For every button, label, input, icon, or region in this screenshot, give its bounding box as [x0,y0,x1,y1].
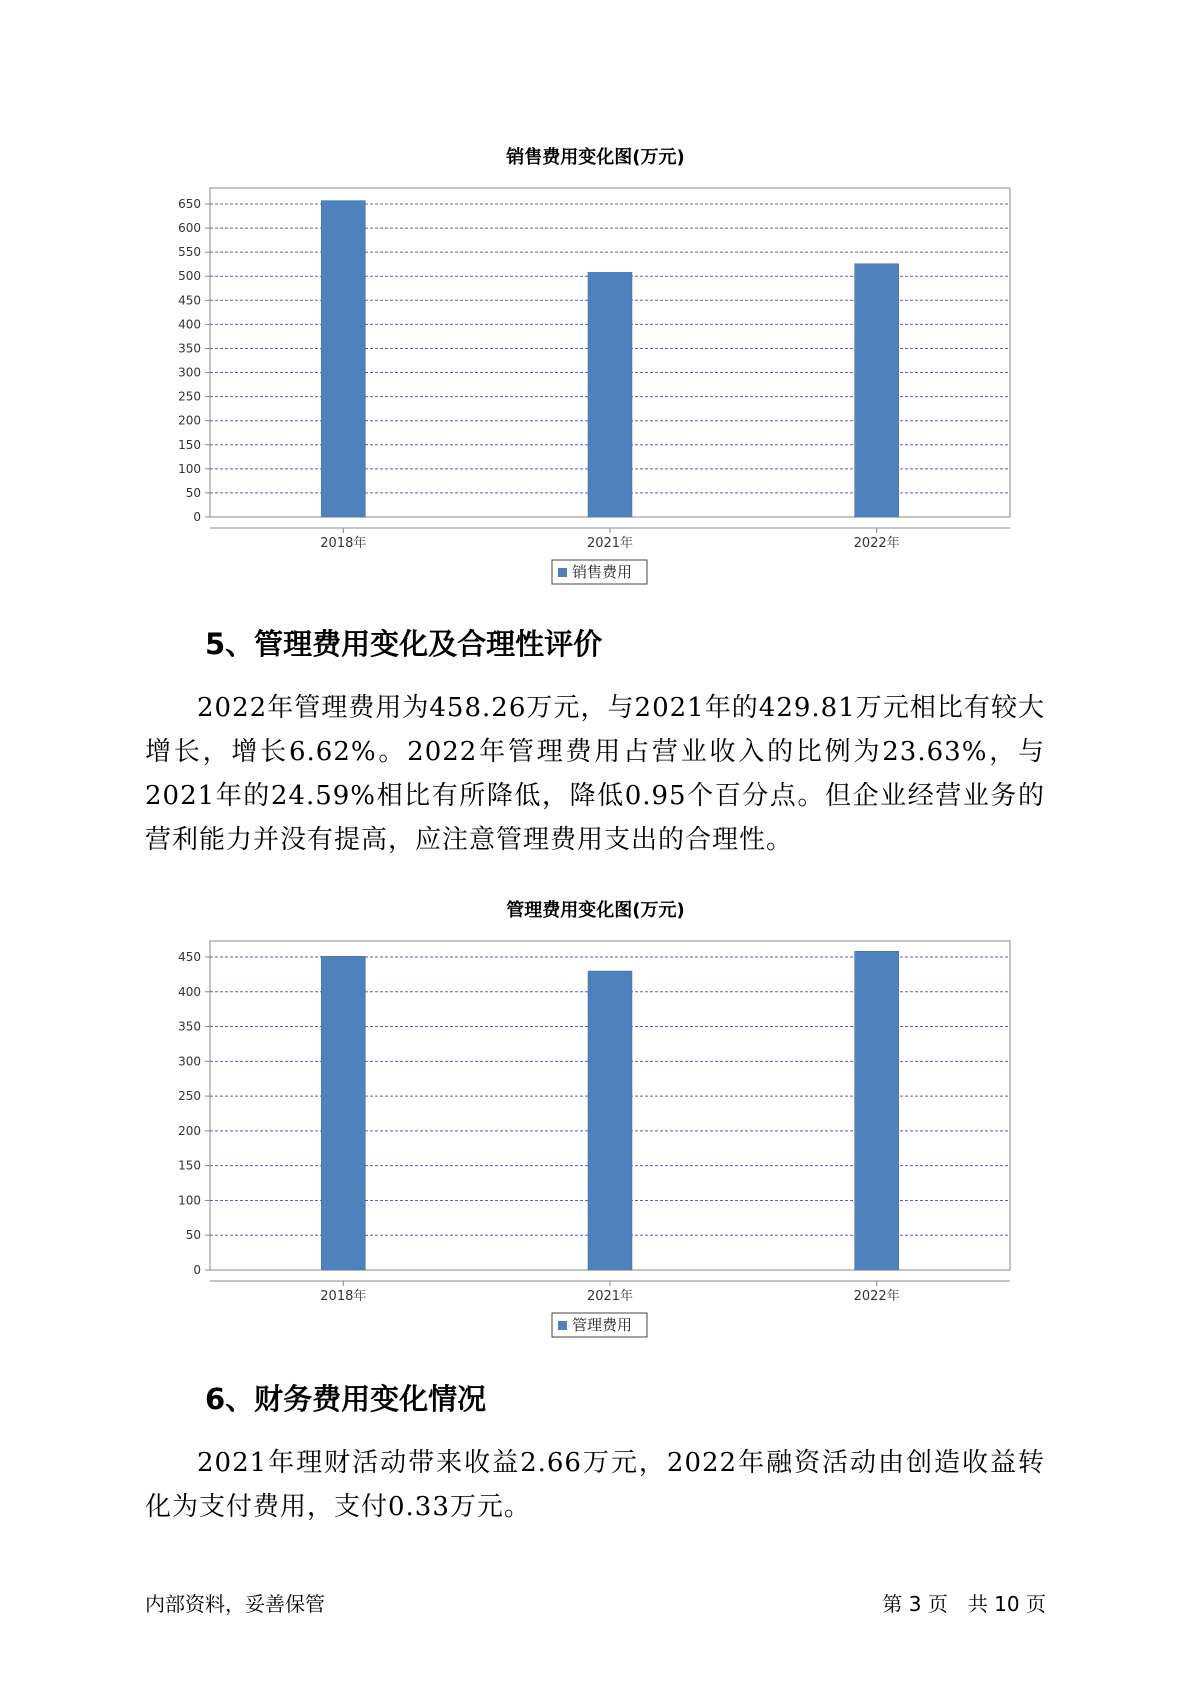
y-tick-label: 650 [178,197,201,211]
bar-2018年 [321,201,365,517]
footer-page-total: 共 10 页 [967,1592,1046,1616]
y-tick-label: 100 [178,1193,201,1208]
y-tick-label: 550 [178,245,201,260]
legend [552,1313,647,1337]
y-tick-label: 300 [178,1054,201,1069]
y-tick-label: 50 [185,1228,201,1243]
y-tick-label: 450 [178,293,201,308]
bar-2022年 [855,264,899,517]
y-tick-label: 500 [178,269,201,284]
y-tick-label: 600 [178,221,201,236]
legend-swatch [558,568,567,577]
legend-label: 销售费用 [572,563,633,581]
y-tick-label: 200 [178,413,201,428]
y-tick-label: 200 [178,1123,201,1138]
legend-label: 管理费用 [572,1316,633,1334]
x-tick-label: 2018年 [320,1289,367,1304]
y-tick-label: 400 [178,984,201,999]
sales-expense-chart [0,170,1191,590]
bar-2021年 [588,272,632,517]
bar-2018年 [321,956,365,1270]
legend [552,560,647,584]
y-tick-label: 0 [193,1263,201,1277]
y-tick-label: 100 [178,461,201,476]
section6-heading: 6、财务费用变化情况 [205,1382,487,1416]
legend-swatch [558,1321,567,1330]
y-tick-label: 250 [178,389,201,404]
bar-2021年 [588,971,632,1270]
y-tick-label: 350 [178,1019,201,1034]
chart-title-admin: 管理费用变化图(万元) [506,900,685,921]
y-tick-label: 350 [178,341,201,356]
admin-expense-chart [0,923,1191,1343]
footer-page-number: 第 3 页 [882,1592,948,1616]
x-tick-label: 2021年 [586,1289,634,1304]
x-tick-label: 2022年 [853,536,900,551]
y-tick-label: 50 [185,485,201,500]
section5-heading: 5、管理费用变化及合理性评价 [205,627,603,661]
footer-confidential: 内部资料，妥善保管 [145,1592,325,1616]
x-tick-label: 2021年 [586,536,634,551]
chart-title-sales: 销售费用变化图(万元) [506,147,685,168]
bar-2022年 [855,951,899,1270]
footer-pagination [882,1588,1046,1617]
x-tick-label: 2018年 [320,536,367,551]
y-tick-label: 150 [178,437,201,452]
y-tick-label: 400 [178,317,201,332]
x-tick-label: 2022年 [853,1289,900,1304]
y-tick-label: 0 [193,510,201,524]
y-tick-label: 300 [178,365,201,380]
section6-paragraph: 2021年理财活动带来收益2.66万元，2022年融资活动由创造收益转化为支付费用，支付0.33万元。 [145,1448,1045,1522]
y-tick-label: 250 [178,1089,201,1104]
section5-paragraph: 2022年管理费用为458.26万元，与2021年的429.81万元相比有较大增长，增长6.62%。2022年管理费用占营业收入的比例为23.63%，与2021年的24.59%相比有所降低，降低0.95个百分点。但企业经营业务的营利能力并没有提高，应注意管理费用支出的合理性。 [145,693,1045,855]
y-tick-label: 150 [178,1158,201,1173]
y-tick-label: 450 [178,950,201,964]
